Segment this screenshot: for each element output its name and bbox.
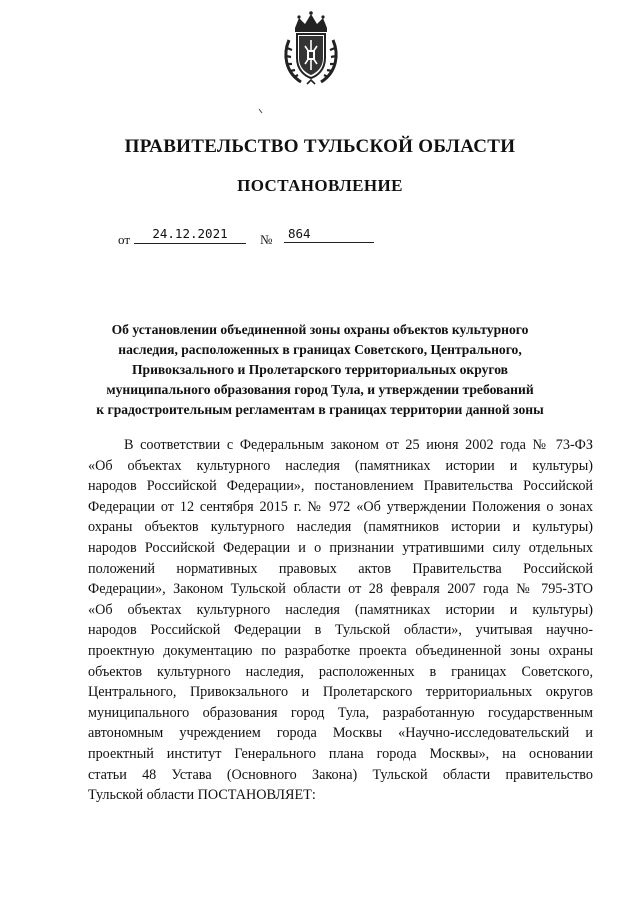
body-line: народов Российской Федерации», постановлением Правительства Российской xyxy=(88,478,593,495)
body-line: В соответствии с Федеральным законом от 25 июня 2002 года № 73-ФЗ xyxy=(124,437,593,453)
subject-line: к градостроительным регламентам в границах территории данной зоны xyxy=(96,402,544,417)
subject-line: Об установлении объединенной зоны охраны объектов культурного xyxy=(111,322,529,337)
government-title: ПРАВИТЕЛЬСТВО ТУЛЬСКОЙ ОБЛАСТИ xyxy=(124,136,516,157)
body-line: муниципального образования город Тула, разработанную государственным xyxy=(88,704,593,721)
date-label: от xyxy=(118,232,131,247)
subject-line: муниципального образования город Тула, и утверждении требований xyxy=(106,382,534,397)
body-line: автономным учреждением города Москвы «Научно-исследовательский и xyxy=(88,725,593,742)
body-line: объектов культурного наследия, расположенных в границах Советского, xyxy=(88,663,593,680)
date-number-line xyxy=(118,226,388,248)
document-date: 24.12.2021 xyxy=(134,226,246,244)
subject-line: наследия, расположенных в границах Советского, Центрального, xyxy=(118,342,522,357)
document-subject xyxy=(80,320,560,420)
body-line: Федерации от 12 сентября 2015 г. № 972 «Об утверждении Положения о зонах xyxy=(88,498,593,515)
body-line: народов Российской Федерации в Тульской области», учитывая научно- xyxy=(88,622,593,639)
scan-speck xyxy=(258,108,264,114)
body-line: «Об объектах культурного наследия (памятниках истории и культуры) xyxy=(88,601,593,618)
number-label: № xyxy=(260,232,273,247)
body-line: Центрального, Привокзального и Пролетарского территориальных округов xyxy=(88,684,593,701)
body-line: охраны объектов культурного наследия (памятников истории и культуры) xyxy=(88,519,593,536)
body-line: положений нормативных правовых актов Правительства Российской xyxy=(88,560,593,577)
body-paragraph xyxy=(88,435,593,806)
subject-line: Привокзального и Пролетарского территориальных округов xyxy=(131,362,509,377)
body-line: проектную документацию по разработке проекта объединенной зоны охраны xyxy=(88,642,593,659)
body-line: проектный институт Генерального плана города Москвы», на основании xyxy=(88,745,593,762)
body-line: Федерации», Законом Тульской области от 28 февраля 2007 года № 795-ЗТО xyxy=(88,581,593,598)
body-line: «Об объектах культурного наследия (памятниках истории и культуры) xyxy=(88,457,593,474)
body-line: Тульской области ПОСТАНОВЛЯЕТ: xyxy=(88,787,316,804)
body-line: народов Российской Федерации и о признании утратившими силу отдельных xyxy=(88,539,593,556)
document-number: 864 xyxy=(284,226,374,243)
document-type: ПОСТАНОВЛЕНИЕ xyxy=(237,176,403,195)
body-line: статьи 48 Устава (Основного Закона) Тульской области правительство xyxy=(88,766,593,783)
coat-of-arms-icon xyxy=(281,10,341,88)
